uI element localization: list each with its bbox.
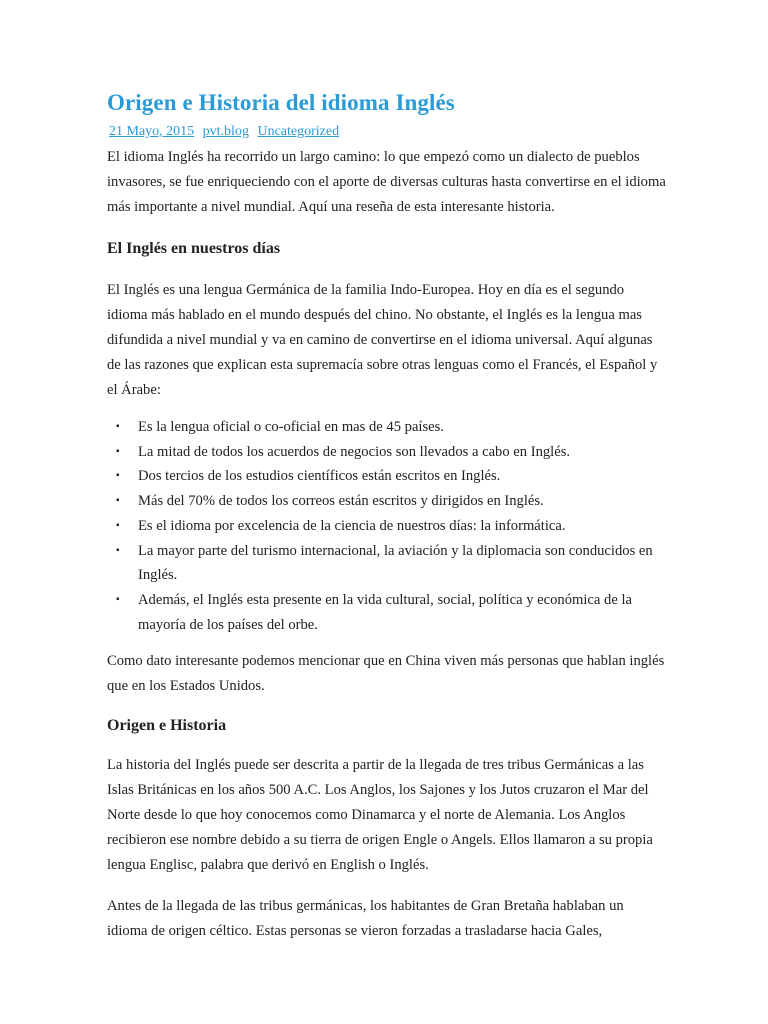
list-item-text: La mayor parte del turismo internacional, la aviación y la diplomacia son conducidos en Inglés. (138, 542, 653, 584)
list-item (107, 489, 667, 514)
list-item (107, 514, 667, 539)
bullet-icon: ▪ (116, 421, 120, 432)
section-heading-origen: Origen e Historia (107, 717, 227, 735)
bullet-icon: ▪ (116, 593, 120, 605)
article-meta (109, 123, 667, 141)
reasons-list (107, 415, 667, 637)
bullet-icon: ▪ (116, 519, 120, 531)
section1-after-paragraph: Como dato interesante podemos mencionar que en China viven más personas que hablan inglés que en los Estados Unidos. (107, 653, 665, 695)
bullet-icon: ▪ (116, 495, 120, 507)
list-item-text: La mitad de todos los acuerdos de negocios son llevados a cabo en Inglés. (138, 443, 571, 460)
section1-paragraph: El Inglés es una lengua Germánica de la familia Indo-Europea. Hoy en día es el segundo idioma más hablado en el mundo después del chino. No obstante, el Inglés es la lengua mas difundida a nivel mundial y va en camino de convertirse en el idioma universal. Aquí algunas de las razones que explican esta supremacía sobre otras lenguas como el Francés, el Español y el Árabe: (107, 282, 658, 398)
section2-paragraph-1: La historia del Inglés puede ser descrita a partir de la llegada de tres tribus Germánicas a las Islas Británicas en los años 500 A.C. Los Anglos, los Sajones y los Jutos cruzaron el Mar del Norte desde lo que hoy conocemos como Dinamarca y el norte de Alemania. Los Anglos recibieron ese nombre debido a su tierra de origen Engle o Angels. Ellos llamaron a su propia lengua Englisc, palabra que derivó en English o Inglés. (107, 757, 653, 874)
bullet-icon: ▪ (116, 544, 120, 556)
article-title: Origen e Historia del idioma Inglés (107, 90, 455, 115)
date-link[interactable]: 21 Mayo, 2015 (109, 124, 195, 139)
bullet-icon: ▪ (116, 445, 120, 457)
list-item (107, 440, 667, 465)
list-item (107, 464, 667, 489)
list-item (107, 539, 667, 588)
list-item (107, 415, 667, 440)
list-item-text: Dos tercios de los estudios científicos están escritos en Inglés. (138, 468, 501, 485)
list-item-text: Además, el Inglés esta presente en la vida cultural, social, política y económica de la mayoría de los países del orbe. (138, 591, 632, 633)
list-item-text: Más del 70% de todos los correos están escritos y dirigidos en Inglés. (138, 493, 544, 510)
intro-paragraph: El idioma Inglés ha recorrido un largo camino: lo que empezó como un dialecto de pueblos invasores, se fue enriqueciendo con el aporte de diversas culturas hasta convertirse en el idioma más importante a nivel mundial. Aquí una reseña de esta interesante historia. (107, 149, 666, 215)
section-heading-nuestros-dias: El Inglés en nuestros días (107, 240, 281, 257)
category-link[interactable]: Uncategorized (257, 124, 340, 139)
list-item-text: Es la lengua oficial o co-oficial en mas de 45 países. (138, 419, 444, 435)
bullet-icon: ▪ (116, 470, 120, 482)
list-item-text: Es el idioma por excelencia de la ciencia de nuestros días: la informática. (138, 517, 566, 534)
section2-paragraph-2: Antes de la llegada de las tribus germánicas, los habitantes de Gran Bretaña hablaban un idioma de origen céltico. Estas personas se vieron forzadas a trasladarse hacia Gales, (107, 898, 624, 940)
article (107, 88, 667, 958)
author-link[interactable]: pvt.blog (202, 124, 249, 139)
list-item (107, 588, 667, 637)
